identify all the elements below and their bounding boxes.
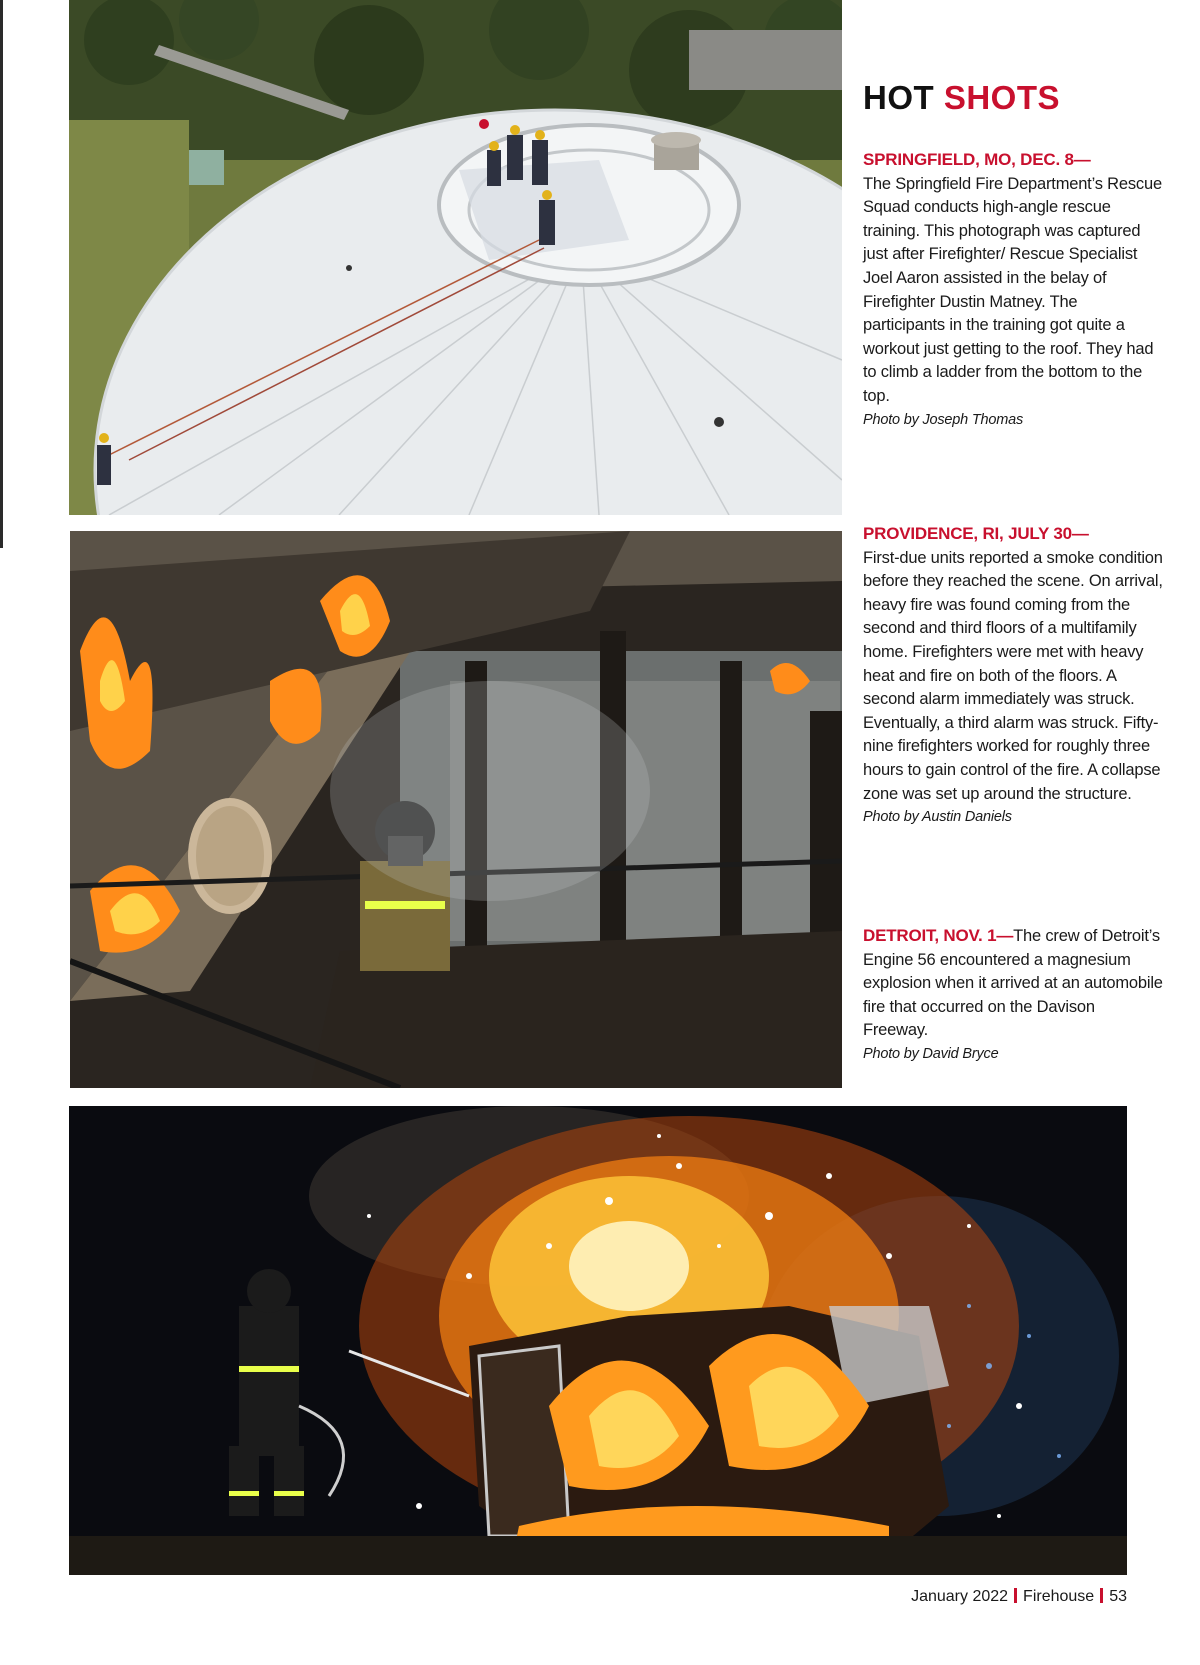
story-dateline: DETROIT, NOV. 1— [863,926,1014,945]
story-body: The crew of Detroit’s Engine 56 encountered a magnesium explosion when it arrived at an automobile fire that occurred on the Davison Freeway. [863,927,1163,1040]
footer-date: January 2022 [911,1588,1009,1605]
page-footer [911,1588,1127,1606]
headline-word-shots: SHOTS [943,79,1061,116]
footer-publication: Firehouse [1023,1588,1095,1605]
page-edge-bar [0,0,3,548]
footer-separator [1100,1588,1103,1603]
story-springfield [863,148,1163,431]
photo-credit: Photo by David Bryce [863,1045,999,1062]
photo-credit: Photo by Joseph Thomas [863,411,1024,428]
story-dateline: SPRINGFIELD, MO, DEC. 8— [863,150,1091,169]
story-text [863,148,1163,431]
page-headline [863,78,1060,118]
photo-credit: Photo by Austin Daniels [863,809,1012,826]
footer-page-number: 53 [1109,1588,1127,1605]
footer-separator [1014,1588,1017,1603]
story-detroit [863,924,1163,1065]
story-text [863,522,1163,828]
photo-providence-house-fire [70,531,842,1088]
photo-springfield-water-tower [69,0,842,515]
story-providence [863,522,1163,828]
photo-detroit-car-fire [69,1106,1127,1575]
story-body: First-due units reported a smoke condition before they reached the scene. On arrival, heavy fire was found coming from the second and third floors of a multifamily home. Firefighters were met with heavy heat and fire on both of the floors. A second alarm immediately was struck. Eventually, a third alarm was struck. Fifty-nine firefighters worked for roughly three hours to gain control of the fire. A collapse zone was set up around the structure. [863,548,1163,803]
story-dateline: PROVIDENCE, RI, JULY 30— [863,524,1089,543]
headline-word-hot: HOT [863,79,935,116]
story-text [863,924,1163,1065]
story-body: The Springfield Fire Department’s Rescue Squad conducts high-angle rescue training. This photograph was captured just after Firefighter/ Rescue Specialist Joel Aaron assisted in the belay of Firefighter Dustin Matney. The participants in the training got quite a workout just getting to the roof. They had to climb a ladder from the bottom to the top. [863,174,1162,405]
